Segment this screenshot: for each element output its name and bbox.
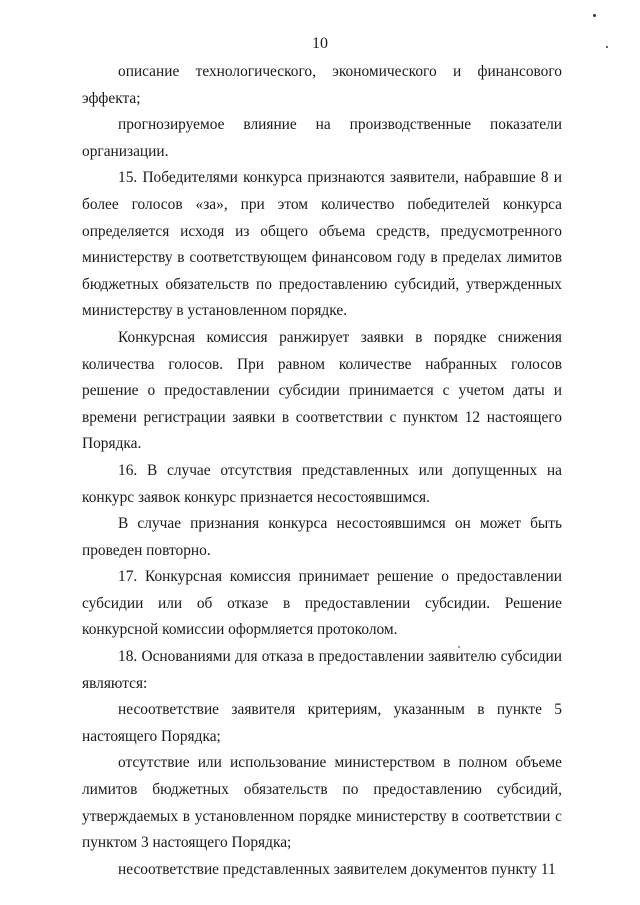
paragraph: несоответствие заявителя критериям, указанным в пункте 5 настоящего Порядка; [82, 701, 562, 745]
paragraph: прогнозируемое влияние на производственные показатели организации. [82, 116, 562, 160]
page-number: 10 [312, 35, 328, 52]
paragraph: описание технологического, экономического и финансового эффекта; [82, 63, 562, 107]
paragraph-item-17: 17. Конкурсная комиссия принимает решение о предоставлении субсидии или об отказе в предоставлении субсидии. Решение конкурсной комиссии оформляется протоколом. [82, 568, 562, 639]
paragraph-item-16: 16. В случае отсутствия представленных или допущенных на конкурс заявок конкурс признается несостоявшимся. [82, 461, 562, 506]
paragraph: В случае признания конкурса несостоявшимся он может быть проведен повторно. [82, 515, 562, 559]
paragraph: Конкурсная комиссия ранжирует заявки в порядке снижения количества голосов. При равном количестве набранных голосов решение о предоставлении субсидии принимается с учетом даты и времени регистрации заявки в соответствии с пунктом 12 настоящего Порядка. [82, 328, 562, 453]
paragraph-item-15: 15. Победителями конкурса признаются заявители, набравшие 8 и более голосов «за», при этом количество победителей конкурса определяется исходя из общего объема средств, предусмотренного министерству в соответствующем финансовом году в пределах лимитов бюджетных обязательств по предоставлению субсидий, утвержденных министерству в установленном порядке. [82, 169, 562, 320]
paragraph: несоответствие представленных заявителем документов пункту 11 [118, 860, 556, 878]
paragraph-item-18: 18. Основаниями для отказа в предоставлении заявителю субсидии являются: [82, 648, 562, 692]
paragraph: отсутствие или использование министерством в полном объеме лимитов бюджетных обязательств по предоставлению субсидий, утверждаемых в установленном порядке министерству в соответствии с пунктом 3 настоящего Порядка; [82, 754, 562, 852]
scan-speck [593, 14, 596, 17]
document-body [82, 59, 562, 883]
